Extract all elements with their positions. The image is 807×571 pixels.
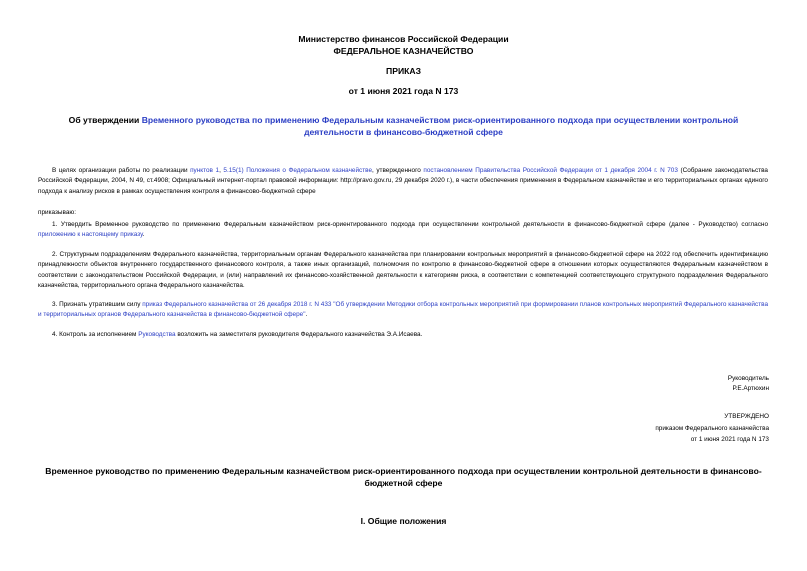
- preamble-text-1: В целях организации работы по реализации: [52, 167, 191, 174]
- ministry-name: Министерство финансов Российской Федерации: [298, 34, 509, 44]
- doc-date-number: от 1 июня 2021 года N 173: [348, 86, 459, 96]
- preamble-link-clauses[interactable]: пунктов 1: [190, 167, 220, 174]
- preamble-text-2: ,: [219, 167, 224, 174]
- signature-position: Руководитель: [727, 375, 769, 382]
- guide-title: Временное руководство по применению Федеральным казначейством риск-ориентированного подхода при осуществлении контрольной деятельности в финансово-бюджетной сфере: [45, 466, 762, 488]
- item-1: [38, 220, 768, 241]
- preamble-link-resolution[interactable]: постановлением Правительства Российской Федерации от 1 декабря 2004 г. N 703: [423, 167, 678, 174]
- item-4-end: возложить на заместителя руководителя Федерального казначейства Э.А.Исаева.: [175, 331, 423, 338]
- preamble-link-regulation[interactable]: 5.15(1) Положения о Федеральном казначействе: [223, 167, 373, 174]
- order-title: [40, 114, 767, 138]
- preamble: [38, 166, 768, 197]
- item-3-text: 3. Признать утратившим силу: [52, 301, 143, 308]
- item-4-text: 4. Контроль за исполнением: [52, 331, 139, 338]
- doc-type: ПРИКАЗ: [386, 66, 421, 76]
- order-title-prefix: Об утверждении: [68, 115, 142, 125]
- item-3: [38, 300, 768, 321]
- orders-word: приказываю:: [38, 209, 76, 216]
- approval-date: от 1 июня 2021 года N 173: [690, 436, 769, 443]
- preamble-text-3: , утвержденного: [372, 167, 424, 174]
- item-1-text: 1. Утвердить Временное руководство по применению Федеральным казначейством риск-ориентированного подхода при осуществлении контрольной деятельности в финансово-бюджетной сфере (далее - Руководство) согласно: [52, 221, 768, 228]
- item-3-link[interactable]: приказ Федерального казначейства от 26 декабря 2018 г. N 433 "Об утверждении Методики отбора контрольных мероприятий при формировании планов контрольных мероприятий Федерального казначейства и территориальных органов Федерального казначейства в финансово-бюджетной сфере": [38, 301, 768, 319]
- agency-name: ФЕДЕРАЛЬНОЕ КАЗНАЧЕЙСТВО: [333, 46, 474, 56]
- item-4-link[interactable]: Руководства: [138, 331, 176, 338]
- approval-label: УТВЕРЖДЕНО: [724, 413, 769, 420]
- item-1-end: .: [142, 231, 145, 239]
- preamble-text-4: (Собрание законодательства Российской Федерации, 2004, N 49, ст.4908; Официальный интернет-портал правовой информации: http://pravo.gov.ru, 29 декабря 2020 г.), в части обеспечения применения в Федеральном казначействе и его территориальных органах единого подхода к анализу рисков в рамках осуществления контроля в финансово-бюджетной сфере: [38, 167, 768, 195]
- order-title-link[interactable]: Временного руководства по применению Федеральным казначейством риск-ориентированного подхода при осуществлении контрольной деятельности в финансово-бюджетной сфере: [141, 115, 739, 137]
- signature-name: Р.Е.Артюхин: [732, 385, 769, 392]
- item-4: [38, 330, 768, 340]
- item-3-end: .: [305, 311, 308, 319]
- approval-by-order: приказом Федерального казначейства: [655, 425, 769, 432]
- item-2: 2. Структурным подразделениям Федерального казначейства, территориальным органам Федерального казначейства при планировании контрольных мероприятий в финансово-бюджетной сфере на 2022 год обеспечить идентификацию принадлежности объектов внутреннего государственного финансового контроля, а также иных организаций, полномочия по контролю в финансово-бюджетной сфере в отношении которых осуществляются Федеральным казначейством в соответствии с законодательством Российской Федерации, и (или) направлений их финансово-хозяйственной деятельности к категориям риска, в соответствии с компетенцией соответствующего структурного подразделения Федерального казначейства, территориального органа Федерального казначейства.: [38, 251, 768, 290]
- section-heading: I. Общие положения: [360, 516, 447, 526]
- item-1-link[interactable]: приложению к настоящему приказу: [38, 231, 143, 239]
